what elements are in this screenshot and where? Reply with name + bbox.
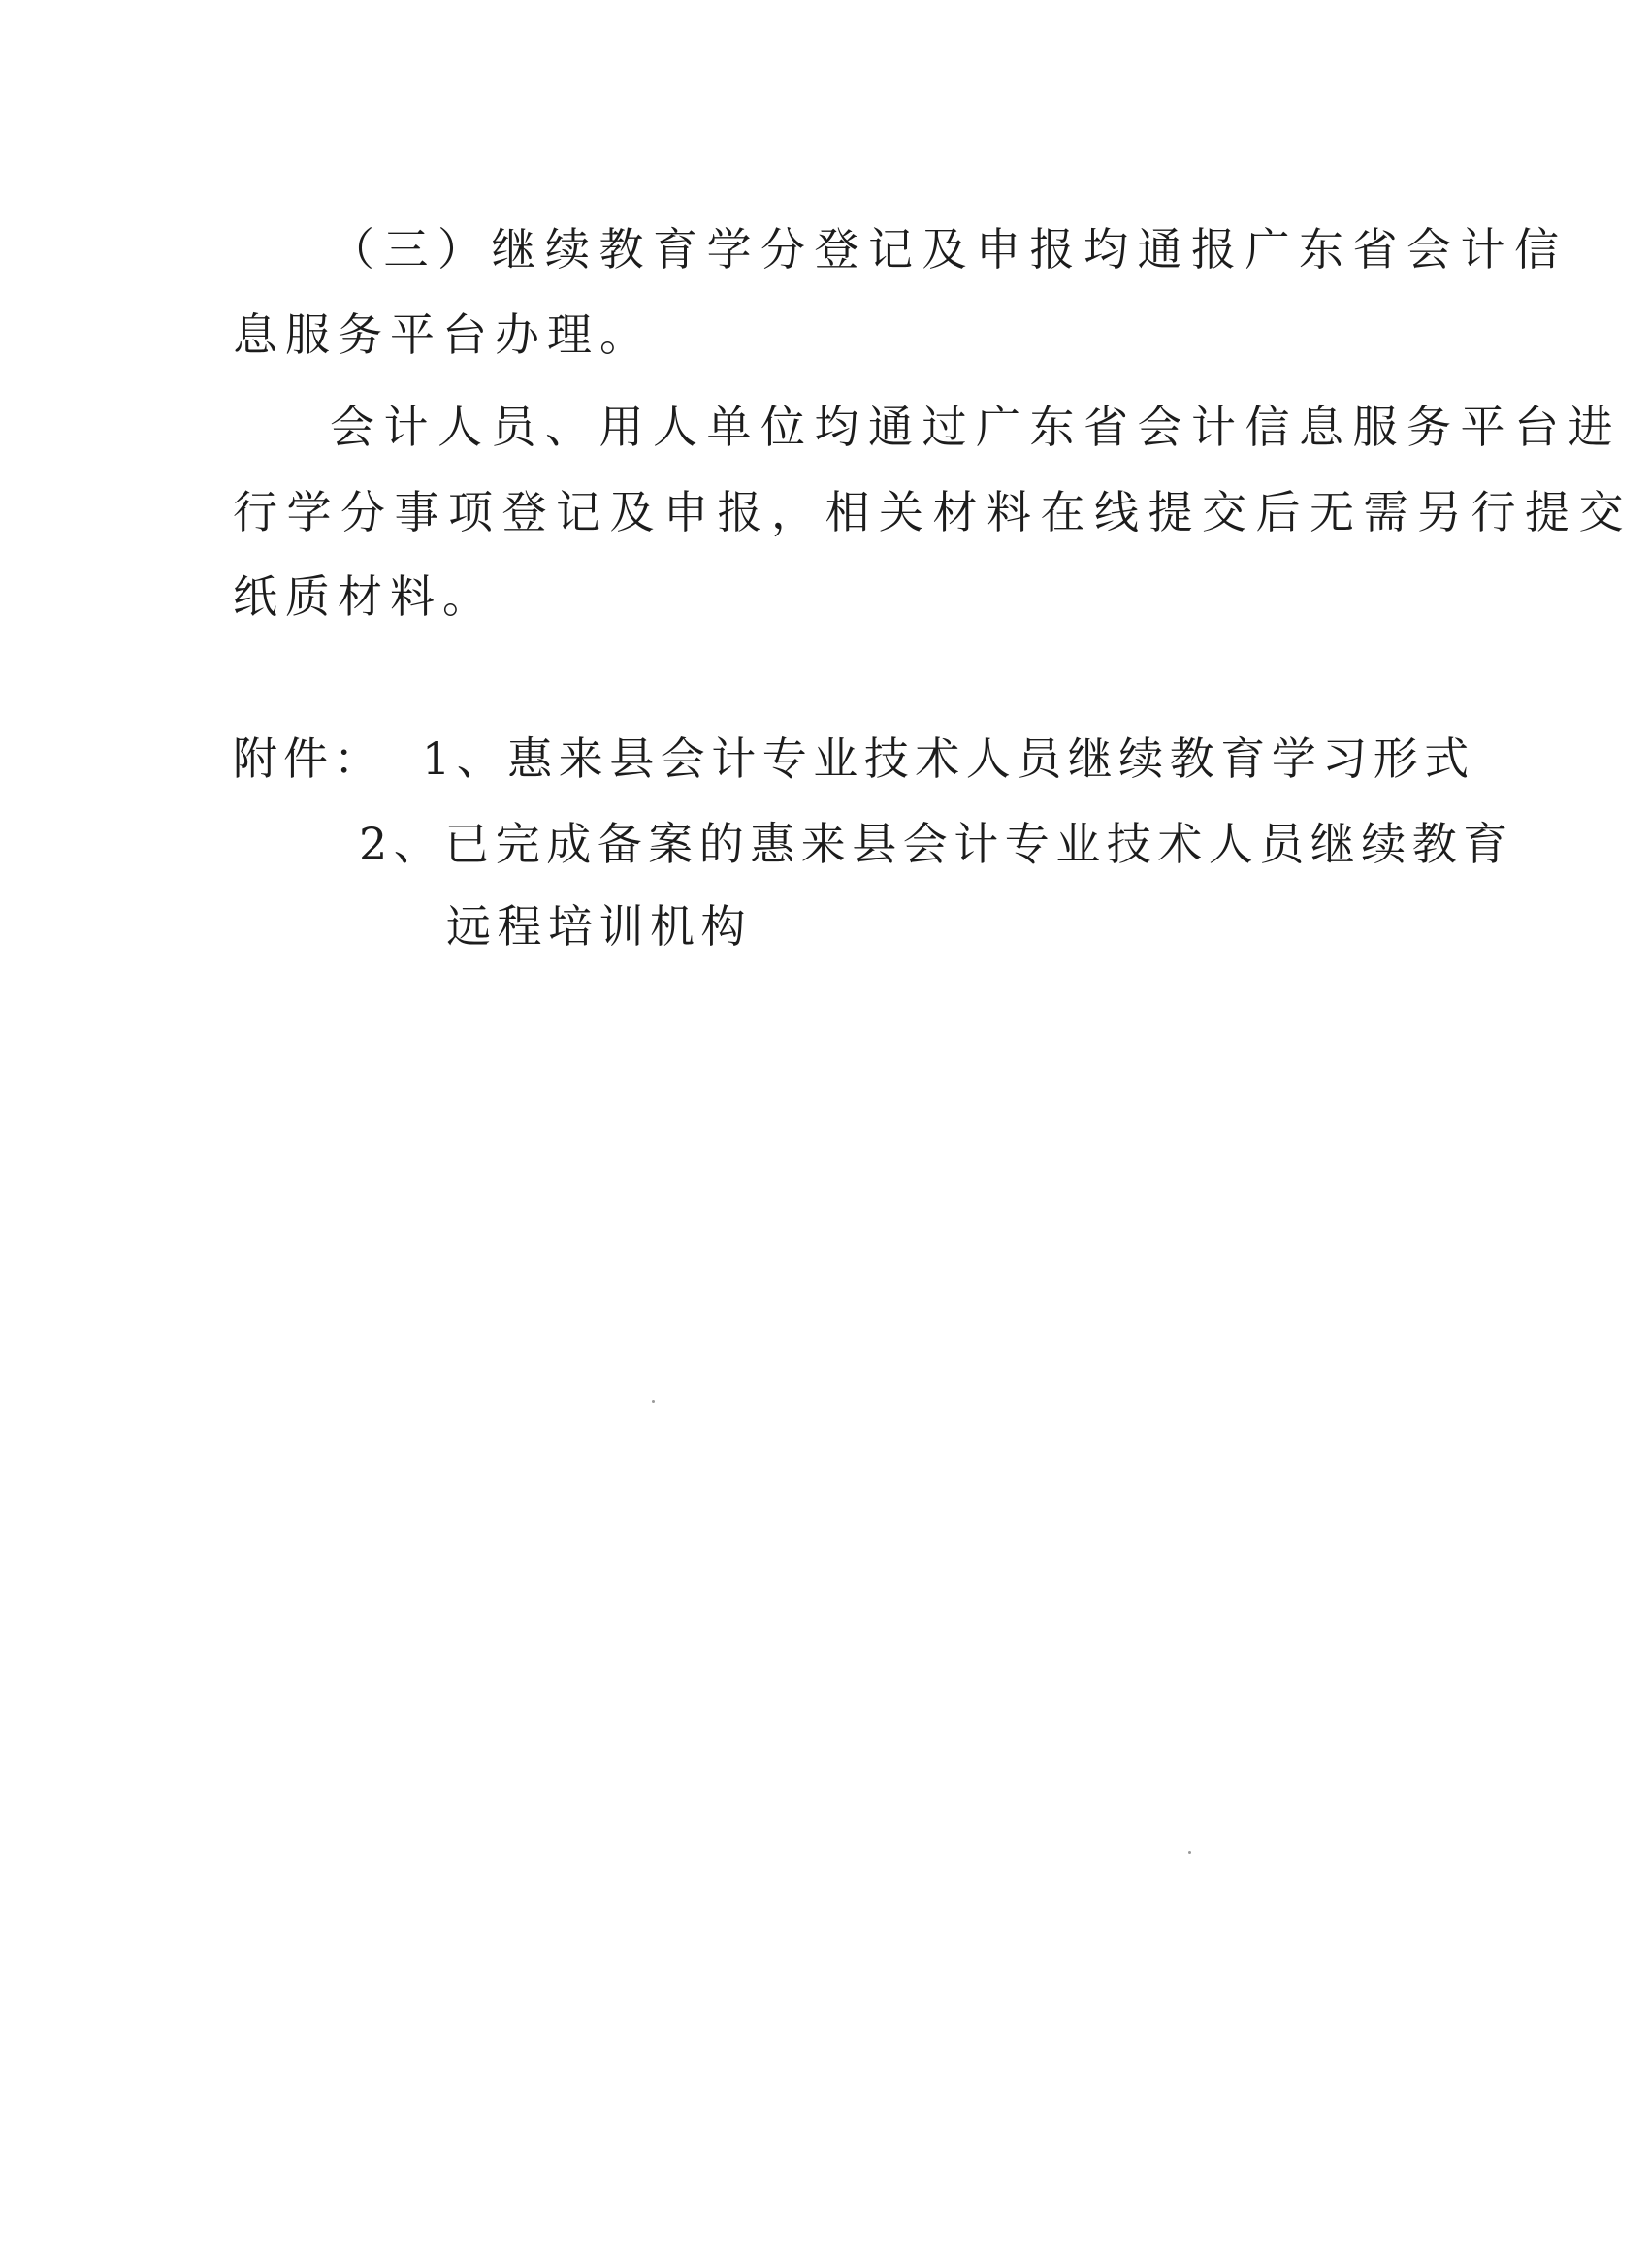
scan-speck: [1188, 1851, 1191, 1854]
section-heading-line-2: 息服务平台办理。: [233, 308, 652, 361]
attachment-item-1: 1、惠来县会计专业技术人员继续教育学习形式: [422, 732, 1475, 785]
attachment-item-2-line-1: 2、已完成备案的惠来县会计专业技术人员继续教育: [359, 818, 1514, 870]
body-paragraph-line-2: 行学分事项登记及申报，相关材料在线提交后无需另行提交: [233, 486, 1633, 538]
attachment-item-2-line-2: 远程培训机构: [446, 900, 752, 953]
section-heading-line-1: （三）继续教育学分登记及申报均通报广东省会计信: [330, 223, 1568, 275]
body-paragraph-line-1: 会计人员、用人单位均通过广东省会计信息服务平台进: [330, 401, 1622, 453]
body-paragraph-line-3: 纸质材料。: [233, 570, 495, 623]
scan-speck: [652, 1400, 655, 1403]
attachments-label: 附件：: [233, 732, 384, 785]
